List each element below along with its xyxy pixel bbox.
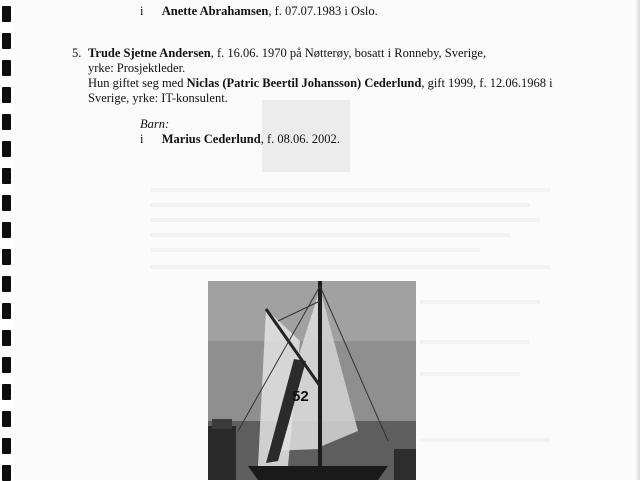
binding-ring <box>2 465 11 481</box>
binding-ring <box>2 33 11 49</box>
bleed-through-text <box>150 233 510 237</box>
binding-ring <box>2 438 11 454</box>
binding-ring <box>2 357 11 373</box>
roman-numeral: i <box>140 132 144 146</box>
spiral-binding <box>0 0 14 480</box>
person-details: , f. 16.06. 1970 på Nøtterøy, bosatt i Ronneby, Sverige, <box>210 46 487 60</box>
bleed-through-text <box>420 300 540 304</box>
bleed-through-text <box>420 438 550 442</box>
binding-ring <box>2 168 11 184</box>
binding-ring <box>2 276 11 292</box>
bleed-through-text <box>420 372 520 376</box>
binding-ring <box>2 222 11 238</box>
sail-number: 52 <box>292 388 309 405</box>
binding-ring <box>2 330 11 346</box>
binding-ring <box>2 249 11 265</box>
child-entry <box>140 132 340 147</box>
entry-line-1 <box>88 46 486 61</box>
child-details: , f. 08.06. 2002. <box>260 132 340 146</box>
binding-ring <box>2 195 11 211</box>
bleed-through-text <box>150 218 540 222</box>
child-name: Anette Abrahamsen <box>161 4 269 18</box>
roman-numeral: i <box>140 4 144 18</box>
entry-number: 5. <box>72 46 82 60</box>
entry-line-2: yrke: Prosjektleder. <box>88 61 186 75</box>
bleed-through-text <box>150 265 550 269</box>
binding-ring <box>2 60 11 76</box>
entry-line-3 <box>88 76 553 91</box>
top-child-entry <box>140 4 378 19</box>
bleed-through-text <box>420 340 530 344</box>
page-edge <box>636 0 640 480</box>
binding-ring <box>2 384 11 400</box>
marriage-details: , gift 1999, f. 12.06.1968 i <box>421 76 553 90</box>
sailboat-photo <box>208 281 416 480</box>
binding-ring <box>2 6 11 22</box>
binding-ring <box>2 411 11 427</box>
bleed-through-text <box>150 248 480 252</box>
child-details: , f. 07.07.1983 i Oslo. <box>268 4 378 18</box>
bleed-through-text <box>150 188 550 192</box>
person-name: Trude Sjetne Andersen <box>88 46 211 60</box>
child-name: Marius Cederlund <box>161 132 261 146</box>
children-heading: Barn: <box>140 117 170 131</box>
spouse-name: Niclas (Patric Beertil Johansson) Cederlund <box>186 76 422 90</box>
bleed-through-text <box>150 203 530 207</box>
entry-line-4: Sverige, yrke: IT-konsulent. <box>88 91 228 105</box>
marriage-prefix: Hun giftet seg med <box>88 76 187 90</box>
binding-ring <box>2 87 11 103</box>
sailboat-image <box>208 281 416 480</box>
binding-ring <box>2 303 11 319</box>
binding-ring <box>2 141 11 157</box>
binding-ring <box>2 114 11 130</box>
